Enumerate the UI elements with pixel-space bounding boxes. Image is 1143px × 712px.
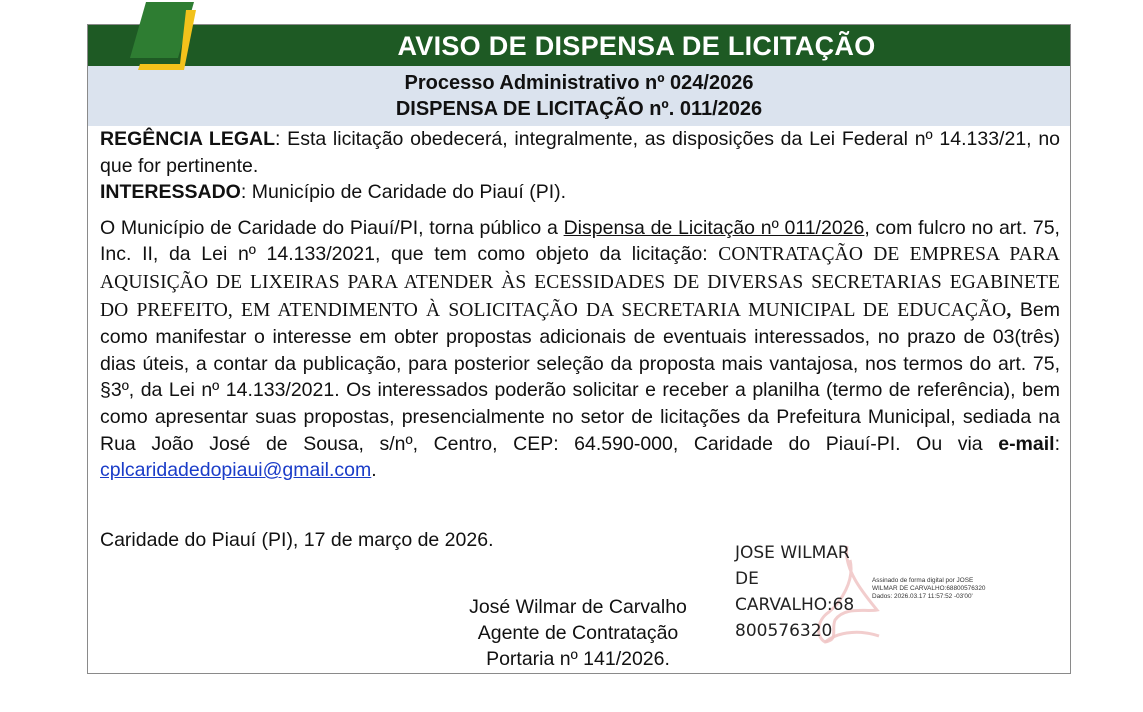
regencia-text: : Esta licitação obedecerá, integralmente, as disposições da Lei Federal nº 14.133/21, no que for pertinente. <box>100 128 1061 177</box>
date-line: Caridade do Piauí (PI), 17 de março de 2026. <box>100 529 494 551</box>
signature-details <box>872 577 1037 601</box>
body-text-2: , com fulcro no art. 75, Inc. II, da Lei nº 14.133/2021, que tem como objeto da licitação: <box>100 216 1060 266</box>
dispensa-reference: Dispensa de Licitação nº 011/2026 <box>563 216 865 239</box>
main-paragraph <box>100 215 1060 484</box>
email-label: e-mail <box>998 432 1055 455</box>
body-text-1: O Município de Caridade do Piauí/PI, torna público a <box>100 216 564 239</box>
signature-line-1: JOSE WILMAR <box>735 543 850 563</box>
logo-icon <box>126 2 196 70</box>
signature-info-3: Dados: 2026.03.17 11:57:52 -03'00' <box>872 593 973 600</box>
notice-frame <box>87 24 1071 674</box>
process-header <box>88 66 1070 126</box>
title-bar <box>88 25 1070 66</box>
body-end: . <box>371 459 377 482</box>
notice-body <box>100 126 1060 484</box>
signer-role: Agente de Contratação <box>477 622 679 644</box>
dispensa-number: DISPENSA DE LICITAÇÃO nº. 011/2026 <box>395 98 763 120</box>
signature-info-1: Assinado de forma digital por JOSE <box>872 577 974 584</box>
signer-block <box>433 594 723 672</box>
body-text-3: Bem como manifestar o interesse em obter propostas adicionais de eventuais interessados, no prazo de 03(três) dias úteis, a contar da publicação, para posterior seleção da proposta mais vantajosa, nos termos do art. 75, §3º, da Lei nº 14.133/2021. Os interessados poderão solicitar e receber a planilha (termo de referência), bem como apresentar suas propostas, presencialmente no setor de licitações da Prefeitura Municipal, sediada na Rua João José de Sousa, s/nº, Centro, CEP: 64.590-000, Caridade do Piauí-PI. Ou via <box>100 298 1061 455</box>
signature-line-3: CARVALHO:68 <box>735 595 855 615</box>
interessado-text: : Município de Caridade do Piauí (PI). <box>240 181 567 204</box>
regencia-label: REGÊNCIA LEGAL <box>100 128 276 150</box>
regencia-paragraph <box>100 126 1060 179</box>
signature-line-4: 800576320 <box>735 621 833 641</box>
interessado-label: INTERESSADO <box>100 181 241 204</box>
email-colon: : <box>1054 432 1060 455</box>
object-comma: , <box>1006 299 1012 321</box>
interessado-paragraph <box>100 179 1060 206</box>
signer-portaria: Portaria nº 141/2026. <box>486 648 670 670</box>
signature-info-2: WILMAR DE CARVALHO:68800576320 <box>872 585 986 592</box>
contract-object: CONTRATAÇÃO DE EMPRESA PARA AQUISIÇÃO DE LIXEIRAS PARA ATENDER ÀS ECESSIDADES DE DIVERSAS SECRETARIAS EGABINETE DO PREFEITO, EM ATENDIMENTO À SOLICITAÇÃO DA SECRETARIA MUNICIPAL DE EDUCAÇÃO <box>100 244 1060 321</box>
signature-name <box>735 540 875 644</box>
signer-name: José Wilmar de Carvalho <box>469 596 687 618</box>
signature-line-2: DE <box>735 569 759 589</box>
process-number: Processo Administrativo nº 024/2026 <box>404 72 754 94</box>
email-link[interactable]: cplcaridadedopiaui@gmail.com <box>100 459 372 482</box>
notice-title: AVISO DE DISPENSA DE LICITAÇÃO <box>397 31 876 61</box>
digital-signature <box>735 540 1035 650</box>
